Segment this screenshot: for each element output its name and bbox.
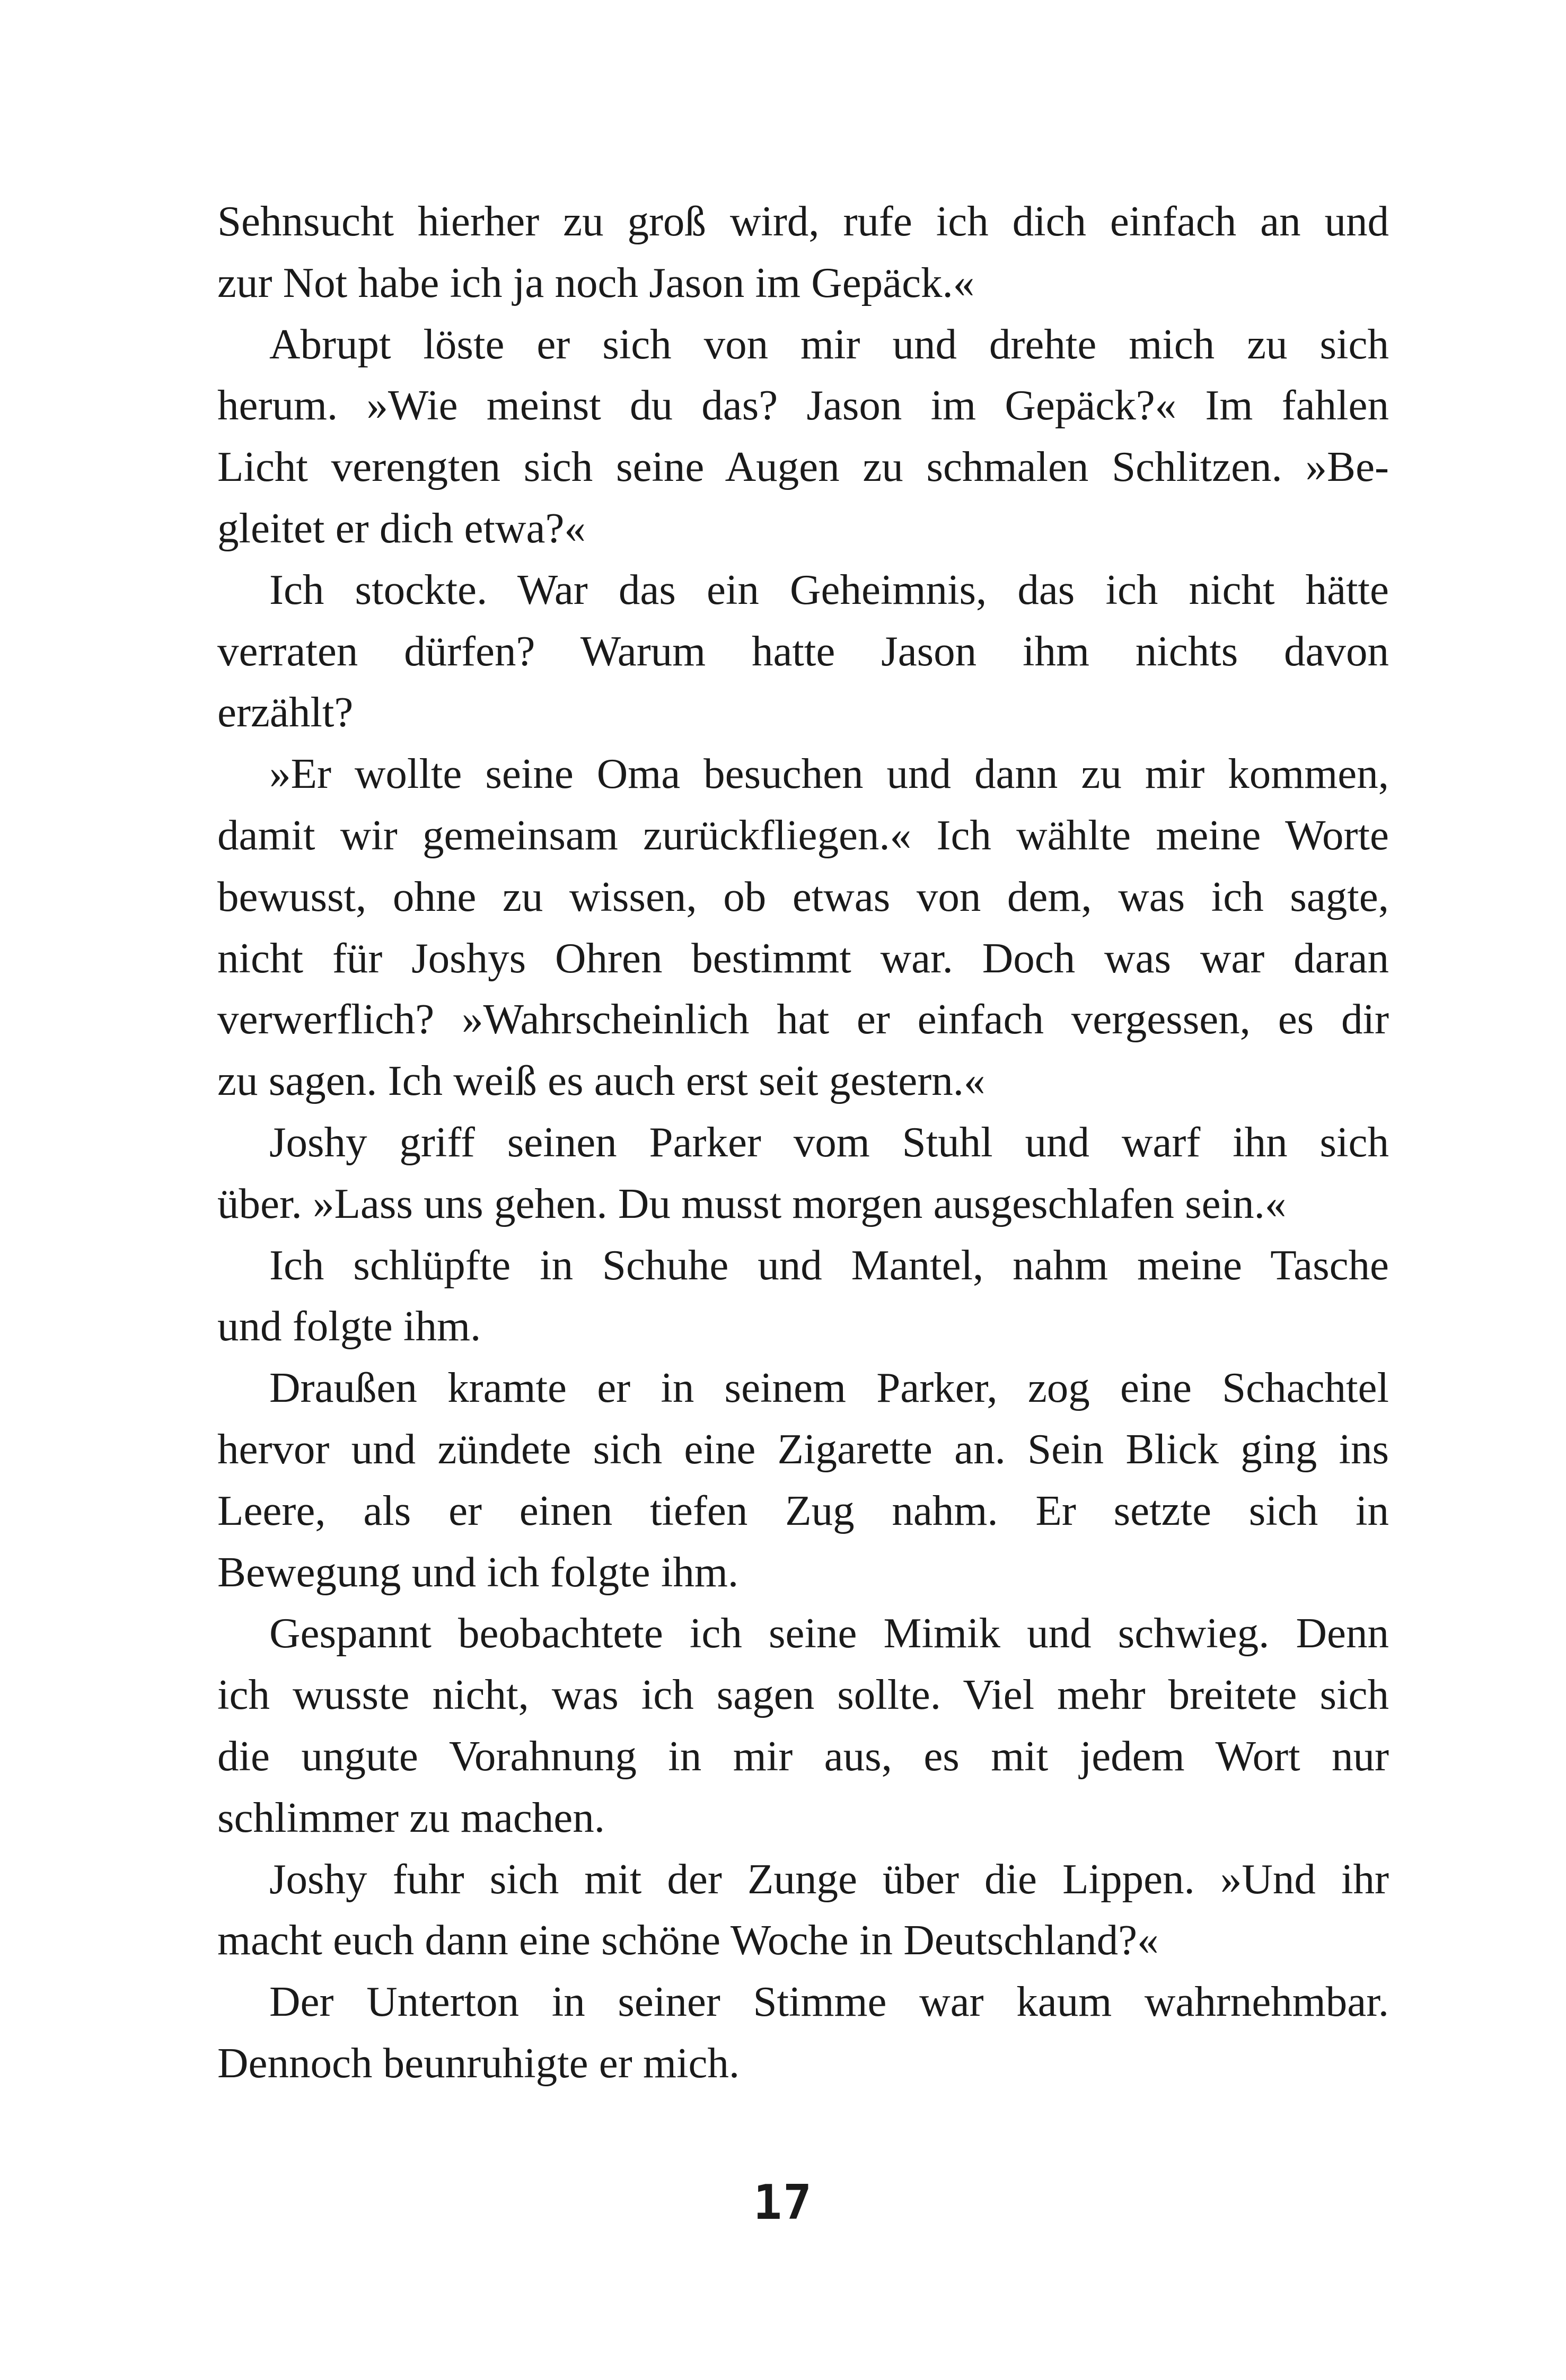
text-line: und folgte ihm. [217, 1302, 481, 1350]
text-line: Gespannt beobachtete ich seine Mimik und schwieg. Denn [269, 1609, 1389, 1657]
text-line: macht euch dann eine schöne Woche in Deutschland?« [217, 1916, 1159, 1964]
text-line: Licht verengten sich seine Augen zu schmalen Schlitzen. »Be- [217, 443, 1389, 491]
text-line: bewusst, ohne zu wissen, ob etwas von dem, was ich sagte, [217, 872, 1389, 920]
text-line: Dennoch beunruhigte er mich. [217, 2039, 740, 2087]
text-line: die ungute Vorahnung in mir aus, es mit jedem Wort nur [217, 1732, 1389, 1780]
text-line: Joshy fuhr sich mit der Zunge über die Lippen. »Und ihr [269, 1855, 1389, 1903]
text-line: hervor und zündete sich eine Zigarette an. Sein Blick ging ins [217, 1425, 1389, 1473]
text-line: zur Not habe ich ja noch Jason im Gepäck.« [217, 258, 975, 306]
text-line: verraten dürfen? Warum hatte Jason ihm nichts davon [217, 627, 1389, 675]
text-line: schlimmer zu machen. [217, 1793, 605, 1841]
text-line: »Er wollte seine Oma besuchen und dann zu mir kommen, [269, 750, 1389, 798]
text-line: Der Unterton in seiner Stimme war kaum wahrnehmbar. [269, 1978, 1389, 2026]
text-line: zu sagen. Ich weiß es auch erst seit gestern.« [217, 1057, 986, 1105]
text-line: Leere, als er einen tiefen Zug nahm. Er setzte sich in [217, 1486, 1389, 1534]
text-line: Bewegung und ich folgte ihm. [217, 1548, 739, 1596]
text-line: nicht für Joshys Ohren bestimmt war. Doch was war daran [217, 934, 1389, 982]
text-line: Ich schlüpfte in Schuhe und Mantel, nahm meine Tasche [269, 1241, 1389, 1289]
body-text [217, 191, 1389, 2094]
text-line: verwerflich? »Wahrscheinlich hat er einfach vergessen, es dir [217, 995, 1389, 1043]
text-line: Joshy griff seinen Parker vom Stuhl und warf ihn sich [269, 1118, 1389, 1166]
text-line: ich wusste nicht, was ich sagen sollte. Viel mehr breitete sich [217, 1671, 1389, 1719]
text-line: damit wir gemeinsam zurückfliegen.« Ich wählte meine Worte [217, 811, 1389, 859]
text-line: gleitet er dich etwa?« [217, 504, 586, 552]
page-number: 17 [753, 2175, 813, 2230]
text-line: erzählt? [217, 688, 354, 736]
text-line: über. »Lass uns gehen. Du musst morgen ausgeschlafen sein.« [217, 1179, 1287, 1227]
text-line: Sehnsucht hierher zu groß wird, rufe ich dich einfach an und [217, 197, 1389, 245]
text-line: herum. »Wie meinst du das? Jason im Gepäck?« Im fahlen [217, 381, 1389, 429]
text-line: Draußen kramte er in seinem Parker, zog eine Schachtel [269, 1364, 1389, 1412]
text-line: Abrupt löste er sich von mir und drehte mich zu sich [269, 320, 1389, 368]
text-line: Ich stockte. War das ein Geheimnis, das ich nicht hätte [269, 565, 1389, 613]
